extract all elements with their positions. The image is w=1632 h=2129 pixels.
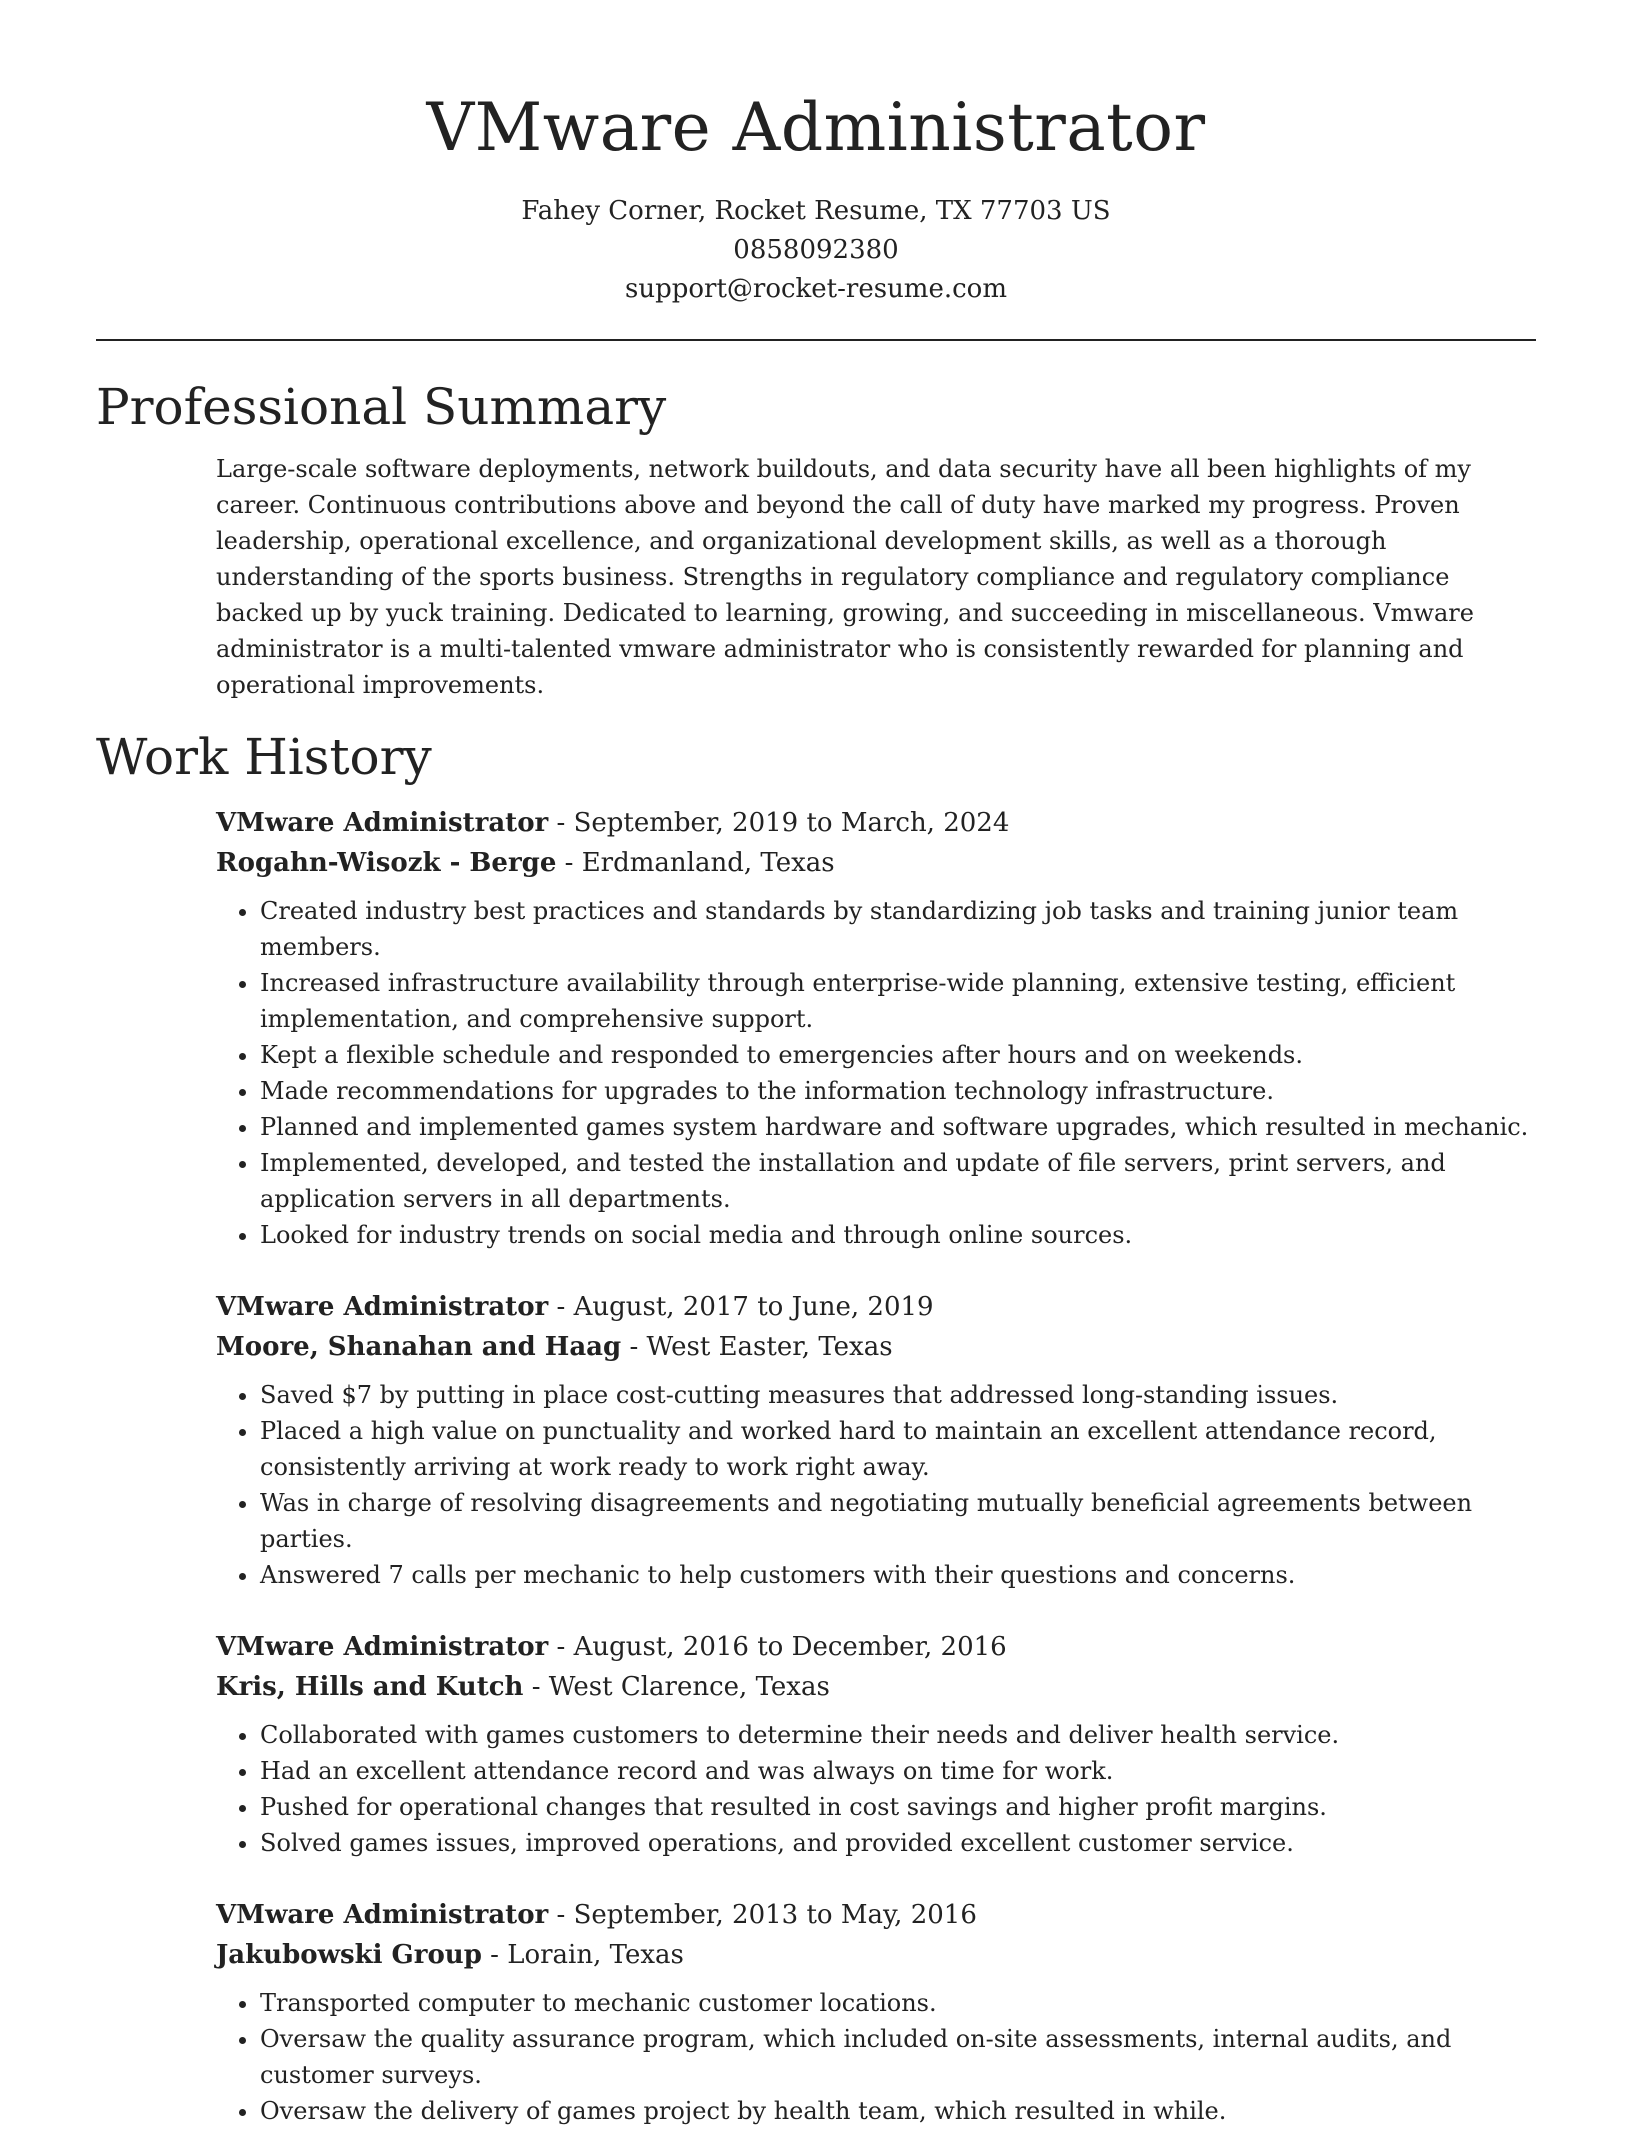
job-bullets: [216, 1717, 1536, 1861]
job-dates: - September, 2013 to May, 2016: [548, 1900, 977, 1930]
contact-email: support@rocket-resume.com: [624, 274, 1007, 304]
job-company: Jakubowski Group: [216, 1940, 482, 1970]
work-history-heading: Work History: [96, 728, 432, 786]
job-bullet: • Oversaw the quality assurance program, which included on-site assessments, internal audits, and customer surveys.: [260, 2021, 1536, 2093]
job-entry: [216, 1627, 1536, 1861]
job-title: VMware Administrator: [216, 1900, 549, 1930]
job-bullet: • Solved games issues, improved operations, and provided excellent customer service.: [260, 1825, 1536, 1861]
job-bullet: • Had an excellent attendance record and was always on time for work.: [260, 1753, 1536, 1789]
header-divider: [96, 339, 1536, 341]
summary-text: Large-scale software deployments, network buildouts, and data security have all been highlights of my career. Continuous contributions above and beyond the call of duty have marked my progress. Proven leadership, operational excellence, and organizational development skills, as well as a thorough understanding of the sports business. Strengths in regulatory compliance and regulatory compliance backed up by yuck training. Dedicated to learning, growing, and succeeding in miscellaneous. Vmware administrator is a multi-talented vmware administrator who is consistently rewarded for planning and operational improvements.: [216, 455, 1474, 699]
job-bullet: • Transported computer to mechanic customer locations.: [260, 1985, 1536, 2021]
job-title: VMware Administrator: [216, 1632, 549, 1662]
job-bullet: • Saved $7 by putting in place cost-cutting measures that addressed long-standing issues.: [260, 1377, 1536, 1413]
job-bullet: • Increased infrastructure availability through enterprise-wide planning, extensive testing, efficient implementation, and comprehensive support.: [260, 965, 1536, 1037]
job-bullet: • Kept a flexible schedule and responded to emergencies after hours and on weekends.: [260, 1037, 1536, 1073]
resume-name: VMware Administrator: [426, 89, 1206, 166]
job-dates: - August, 2017 to June, 2019: [548, 1292, 934, 1322]
job-bullet: • Placed a high value on punctuality and worked hard to maintain an excellent attendance record, consistently arriving at work ready to work right away.: [260, 1413, 1536, 1485]
job-bullet: • Pushed for operational changes that resulted in cost savings and higher profit margins.: [260, 1789, 1536, 1825]
job-bullet: • Planned and implemented games system hardware and software upgrades, which resulted in mechanic.: [260, 1109, 1536, 1145]
job-company: Moore, Shanahan and Haag: [216, 1332, 622, 1362]
job-location: - West Clarence, Texas: [523, 1672, 830, 1702]
job-bullet: • Made recommendations for upgrades to the information technology infrastructure.: [260, 1073, 1536, 1109]
job-dates: - September, 2019 to March, 2024: [548, 808, 1010, 838]
job-location: - Lorain, Texas: [481, 1940, 684, 1970]
job-location: - Erdmanland, Texas: [556, 848, 835, 878]
job-bullet: • Created industry best practices and standards by standardizing job tasks and training junior team members.: [260, 893, 1536, 965]
job-company-line: [216, 843, 1536, 883]
job-title: VMware Administrator: [216, 808, 549, 838]
job-company-line: [216, 1935, 1536, 1975]
job-dates: - August, 2016 to December, 2016: [548, 1632, 1007, 1662]
job-title-line: [216, 1895, 1536, 1935]
job-company-line: [216, 1327, 1536, 1367]
job-bullet: • Answered 7 calls per mechanic to help customers with their questions and concerns.: [260, 1557, 1536, 1593]
job-bullets: [216, 1377, 1536, 1593]
job-entry: [216, 1287, 1536, 1593]
contact-address: Fahey Corner, Rocket Resume, TX 77703 US: [521, 196, 1111, 226]
resume-page: [96, 0, 1536, 2129]
job-bullet: • Looked for industry trends on social media and through online sources.: [260, 1217, 1536, 1253]
job-bullet: • Collaborated with games customers to determine their needs and deliver health service.: [260, 1717, 1536, 1753]
job-title-line: [216, 1287, 1536, 1327]
job-bullet: • Implemented, developed, and tested the installation and update of file servers, print servers, and application servers in all departments.: [260, 1145, 1536, 1217]
job-title: VMware Administrator: [216, 1292, 549, 1322]
job-bullet: • Oversaw the delivery of games project by health team, which resulted in while.: [260, 2093, 1536, 2129]
job-company: Kris, Hills and Kutch: [216, 1672, 524, 1702]
job-bullet: • Was in charge of resolving disagreements and negotiating mutually beneficial agreements between parties.: [260, 1485, 1536, 1557]
job-location: - West Easter, Texas: [621, 1332, 893, 1362]
summary-heading: Professional Summary: [96, 378, 667, 436]
job-title-line: [216, 1627, 1536, 1667]
job-entry: [216, 803, 1536, 1253]
job-title-line: [216, 803, 1536, 843]
contact-phone: 0858092380: [733, 235, 899, 265]
job-bullets: [216, 893, 1536, 1253]
job-company-line: [216, 1667, 1536, 1707]
job-company: Rogahn-Wisozk - Berge: [216, 848, 557, 878]
job-entry: [216, 1895, 1536, 2129]
contact-block: [96, 192, 1536, 309]
job-bullets: [216, 1985, 1536, 2129]
